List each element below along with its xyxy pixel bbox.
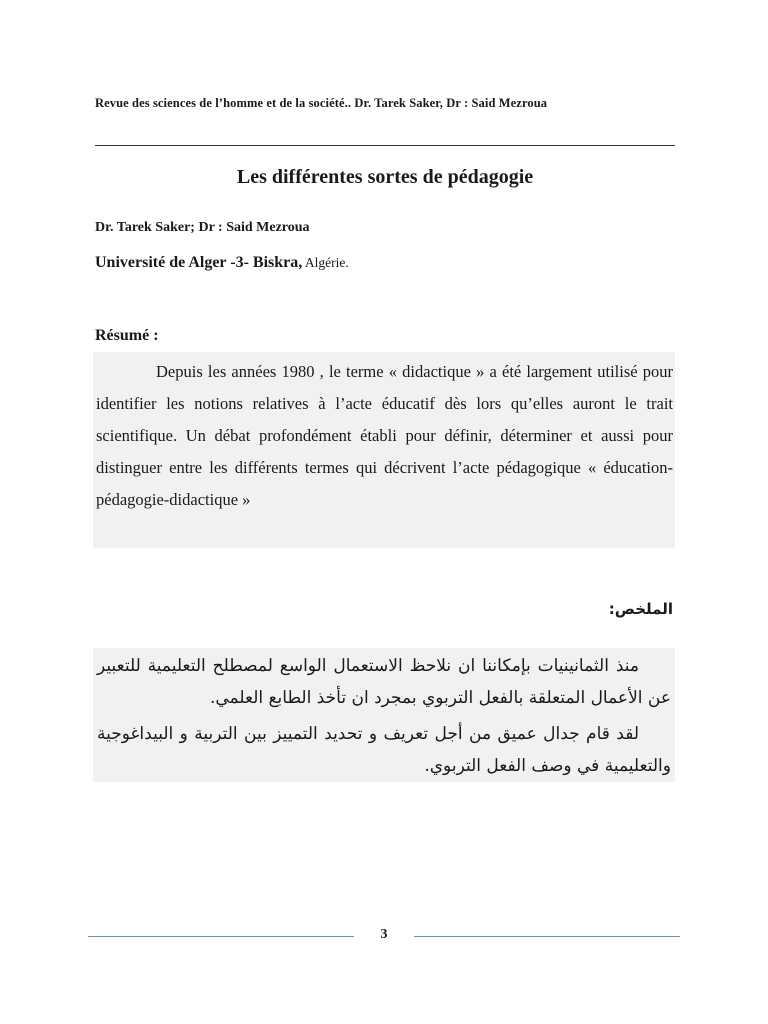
page-number: 3 <box>380 927 388 942</box>
resume-heading: Résumé : <box>95 327 159 344</box>
french-abstract-text: Depuis les années 1980 , le terme « didactique » a été largement utilisé pour identifier les notions relatives à l’acte éducatif dès lors qu’elles auront le trait scientifique. Un débat profondément établi pour définir, déterminer et aussi pour distinguer entre les différents termes qui décrivent l’acte pédagogique « éducation-pédagogie-didactique » <box>96 362 673 509</box>
footer-divider-left <box>88 936 354 937</box>
arabic-abstract-heading: الملخص: <box>608 600 673 618</box>
article-title: Les différentes sortes de pédagogie <box>236 166 534 188</box>
footer-divider-right <box>414 936 680 937</box>
arabic-abstract-paragraph-2: لقد قام جدال عميق من أجل تعريف و تحديد التمييز بين التربية و البيداغوجية والتعليمية في وصف الفعل التربوي. <box>97 724 671 776</box>
authors-line: Dr. Tarek Saker; Dr : Said Mezroua <box>95 220 310 235</box>
arabic-abstract-paragraph-1: منذ الثمانينيات بإمكاننا ان نلاحظ الاستعمال الواسع لمصطلح التعليمية للتعبير عن الأعمال المتعلقة بالفعل التربوي بمجرد ان تأخذ الطابع العلمي. <box>97 656 671 708</box>
arabic-abstract-box <box>93 648 675 782</box>
affiliation-line <box>95 254 349 272</box>
header-divider <box>95 145 675 146</box>
affiliation-country: Algérie. <box>302 255 349 270</box>
running-header: Revue des sciences de l’homme et de la société.. Dr. Tarek Saker, Dr : Said Mezroua <box>95 96 548 110</box>
french-abstract-box <box>93 352 675 548</box>
affiliation-university: Université de Alger -3- Biskra, <box>95 254 303 271</box>
